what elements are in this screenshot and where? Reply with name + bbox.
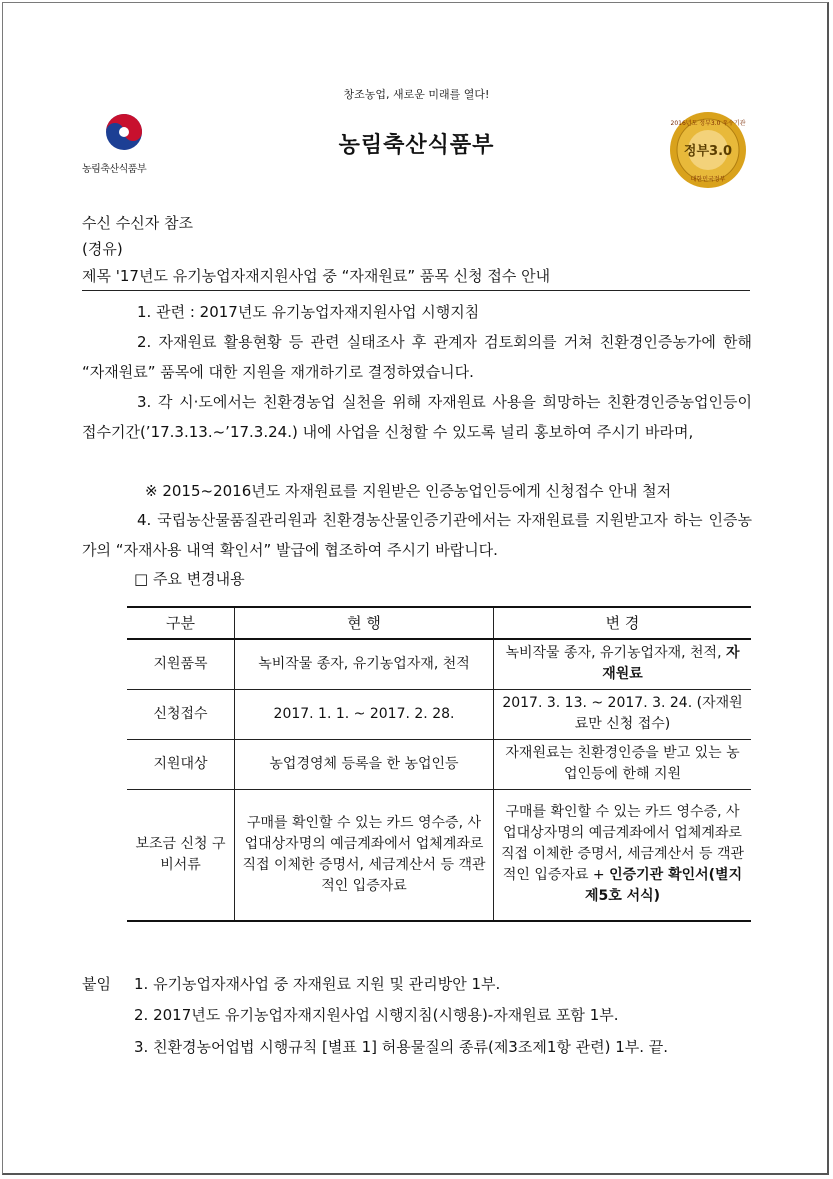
table-row [127, 789, 751, 921]
table-row [127, 639, 751, 689]
header-divider [82, 290, 750, 291]
row-changed [494, 789, 752, 921]
paragraph-1 [82, 297, 752, 327]
row-category: 보조금 신청 구비서류 [127, 789, 235, 921]
changed-plain: 녹비작물 종자, 유기농업자재, 천적, [505, 645, 726, 662]
paragraph-3-text: 3. 각 시·도에서는 친환경농업 실천을 위해 자재원료 사용을 희망하는 친환경인증농업인등이 접수기간(’17.3.13.~’17.3.24.) 내에 사업을 신청할 수 있도록 널리 홍보하여 주시기 바라며, [82, 393, 752, 441]
logo-text: 농림축산식품부 [82, 164, 147, 175]
header-current: 현 행 [235, 607, 494, 639]
recipient-line: 수신 수신자 참조 [82, 214, 193, 232]
header-category: 구분 [127, 607, 235, 639]
slogan: 창조농업, 새로운 미래를 열다! [343, 88, 490, 101]
attachment-label: 붙임 [82, 975, 111, 993]
row-current: 2017. 1. 1. ~ 2017. 2. 28. [235, 689, 494, 739]
row-changed: 2017. 3. 13. ~ 2017. 3. 24. (자재원료만 신청 접수) [494, 689, 752, 739]
via-line: (경유) [82, 240, 123, 258]
table-row [127, 739, 751, 789]
changed-bold: 자재원료 [602, 645, 740, 683]
paragraph-1-text: 1. 관련 : 2017년도 유기농업자재지원사업 시행지침 [137, 303, 480, 321]
note-line: ※ 2015~2016년도 자재원료를 지원받은 인증농업인등에게 신청접수 안내 철저 [145, 482, 672, 500]
attachment-3: 3. 친환경농어업법 시행규칙 [별표 1] 허용물질의 종류(제3조제1항 관련) 1부. 끝. [134, 1038, 669, 1056]
table-row [127, 689, 751, 739]
paragraph-4 [82, 505, 752, 565]
table-header-row [127, 607, 751, 639]
changed-plain: 구매를 확인할 수 있는 카드 영수증, 사업대상자명의 예금계좌에서 업체계좌로 직접 이체한 증명서, 세금계산서 등 객관적인 입증자료 + [500, 804, 745, 884]
paragraph-2-text: 2. 자재원료 활용현황 등 관련 실태조사 후 관계자 검토회의를 거쳐 친환경인증농가에 한해 “자재원료” 품목에 대한 지원을 재개하기로 결정하였습니다. [82, 333, 752, 381]
row-category: 신청접수 [127, 689, 235, 739]
section-title: □ 주요 변경내용 [134, 570, 245, 588]
attachment-2: 2. 2017년도 유기농업자재지원사업 시행지침(시행용)-자재원료 포함 1부. [134, 1006, 619, 1024]
row-changed [494, 639, 752, 689]
svg-text:2016년도 정부3.0 우수기관: 2016년도 정부3.0 우수기관 [670, 120, 746, 127]
row-current: 구매를 확인할 수 있는 카드 영수증, 사업대상자명의 예금계좌에서 업체계좌로 직접 이체한 증명서, 세금계산서 등 객관적인 입증자료 [235, 789, 494, 921]
attachment-item: 1. 유기농업자재사업 중 자재원료 지원 및 관리방안 1부. [134, 975, 501, 993]
row-category: 지원품목 [127, 639, 235, 689]
paragraph-4-text: 4. 국립농산물품질관리원과 친환경농산물인증기관에서는 자재원료를 지원받고자 하는 인증농가의 “자재사용 내역 확인서” 발급에 협조하여 주시기 바랍니다. [82, 511, 752, 559]
row-changed: 자재원료는 친환경인증을 받고 있는 농업인등에 한해 지원 [494, 739, 752, 789]
attachment-1 [82, 973, 762, 994]
org-title: 농림축산식품부 [338, 133, 495, 158]
svg-text:정부3.0: 정부3.0 [683, 144, 733, 159]
row-current: 농업경영체 등록을 한 농업인등 [235, 739, 494, 789]
row-current: 녹비작물 종자, 유기농업자재, 천적 [235, 639, 494, 689]
header-changed: 변 경 [494, 607, 752, 639]
subject-line: 제목 '17년도 유기농업자재지원사업 중 “자재원료” 품목 신청 접수 안내 [82, 267, 551, 285]
svg-text:대한민국정부: 대한민국정부 [690, 176, 726, 183]
gov30-badge [668, 110, 748, 190]
changed-bold: 인증기관 확인서(별지 제5호 서식) [584, 867, 743, 905]
gov30-seal-icon [668, 110, 748, 190]
paragraph-2 [82, 327, 752, 387]
paragraph-3 [82, 387, 752, 447]
row-category: 지원대상 [127, 739, 235, 789]
changes-table [127, 606, 751, 922]
